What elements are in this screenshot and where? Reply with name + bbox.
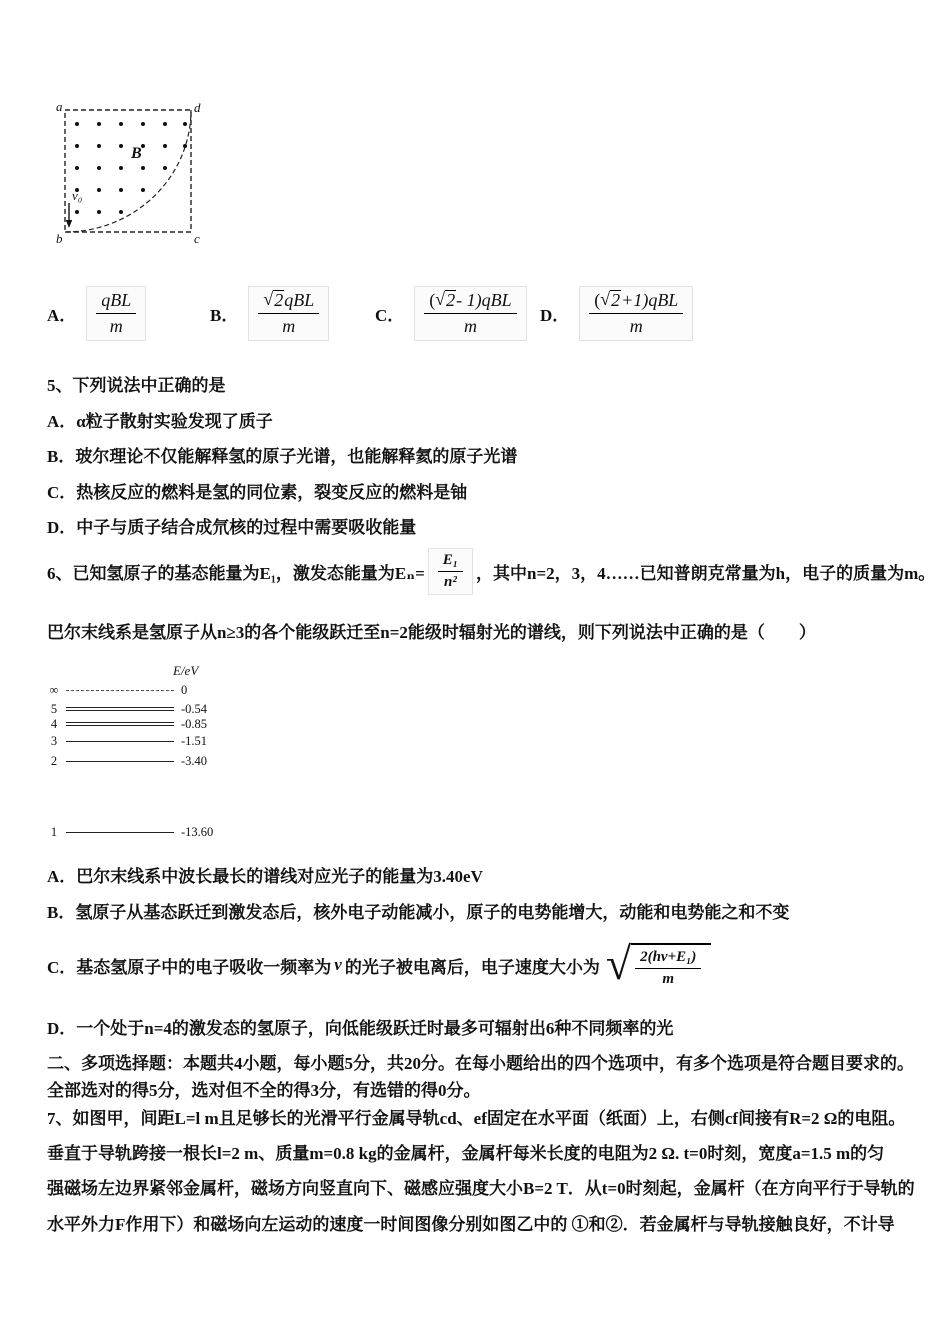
question-6-option-b: B．氢原子从基态跃迁到激发态后，核外电子动能减小，原子的电势能增大，动能和电势能之和不变 [47, 903, 790, 922]
question-5-option-b: B．玻尔理论不仅能解释氢的原子光谱，也能解释氦的原子光谱 [47, 447, 518, 466]
level-number: 1 [50, 824, 58, 839]
corner-label-b: b [56, 231, 63, 246]
option-a-formula: $\frac{\text{qBL}}{m}$ [86, 286, 146, 341]
level-row-1 [45, 824, 214, 839]
level-number: 2 [50, 753, 58, 768]
velocity-label: v₀ [72, 188, 83, 203]
corner-label-d: d [194, 100, 201, 115]
level-row-infinity [45, 682, 188, 697]
level-row-2 [45, 753, 208, 768]
option-c-root-formula: √ $\frac{\text{2(hν+E₁)}}{m}$ [606, 943, 712, 988]
corner-label-c: c [194, 231, 200, 246]
question-6-intro-line2: 巴尔末线系是氢原子从n≥3的各个能级跃迁至n=2能级时辐射光的谱线，则下列说法中正确的是（ ） [47, 623, 816, 642]
option-d-label: D． [540, 306, 570, 325]
question-6-energy-formula: $\frac{\text{E₁}}{\text{n²}}$ [428, 548, 473, 595]
level-row-3 [45, 733, 208, 748]
level-energy: -0.54 [181, 701, 208, 716]
option-b-formula: √ 2 qBL m [248, 286, 329, 341]
question-5-option-a: A．α粒子散射实验发现了质子 [47, 411, 273, 431]
question4-option-b [210, 286, 329, 341]
option-a-label: A． [47, 306, 77, 325]
field-dots-icon [75, 122, 187, 214]
question-7-line-4: 水平外力F作用下）和磁场向左运动的速度一时间图像分别如图乙中的 ①和②．若金属杆与导轨接触良好，不计导 [47, 1214, 895, 1234]
question-7-line-3: 强磁场左边界紧邻金属杆，磁场方向竖直向下、磁感应强度大小B=2 T．从t=0时刻起，金属杆（在方向平行于导轨的 [47, 1179, 915, 1199]
option-c-text-1: C．基态氢原子中的电子吸收一频率为 [47, 957, 332, 977]
question-6-intro [47, 543, 935, 599]
section-2-header-line1: 二、多项选择题：本题共4小题，每小题5分，共20分。在每小题给出的四个选项中，有多个选项是符合题目要求的。 [47, 1054, 914, 1073]
energy-axis-label: E/eV [173, 663, 199, 678]
field-region-svg [55, 100, 215, 250]
option-c-formula: ( √ 2 - 1)qBL m [414, 286, 526, 341]
level-line [66, 707, 174, 711]
radical-icon: √ [600, 289, 611, 310]
level-line [66, 741, 174, 742]
radical-icon: √ [263, 289, 274, 310]
level-row-5 [45, 701, 208, 716]
level-number: 5 [50, 701, 58, 716]
question-6-option-a: A．巴尔末线系中波长最长的谱线对应光子的能量为3.40eV [47, 867, 483, 886]
radical-icon: √ [605, 937, 632, 989]
level-number: 4 [50, 716, 58, 731]
level-energy: 0 [181, 682, 188, 697]
particle-path-arc [65, 110, 191, 232]
level-energy: -3.40 [181, 753, 208, 768]
level-energy: -13.60 [181, 824, 214, 839]
question-7-line-1: 7、如图甲，间距L=l m且足够长的光滑平行金属导轨cd、ef固定在水平面（纸面）上，右侧cf间接有R=2 Ω的电阻。 [47, 1109, 906, 1128]
level-energy: -0.85 [181, 716, 208, 731]
corner-label-a: a [56, 100, 63, 114]
level-row-4 [45, 716, 208, 731]
level-line [66, 690, 174, 691]
option-d-formula: ( √ 2 +1)qBL m [579, 286, 693, 341]
question-5-option-d: D．中子与质子结合成氘核的过程中需要吸收能量 [47, 518, 417, 537]
question-5 [47, 368, 517, 546]
question4-option-a [47, 286, 146, 341]
field-label-B: B [131, 145, 142, 162]
level-number: 3 [50, 733, 58, 748]
question-6-option-c [47, 933, 711, 997]
question-5-title: 5、下列说法中正确的是 [47, 376, 226, 395]
question4-option-c [375, 286, 527, 341]
radical-icon: √ [435, 289, 446, 310]
question-6-intro-text-2: ，其中n=2，3，4……已知普朗克常量为h，电子的质量为m。 [476, 563, 936, 583]
option-c-text-2: 的光子被电离后，电子速度大小为 [344, 957, 600, 977]
magnetic-field-figure [55, 100, 215, 250]
velocity-arrowhead-icon [66, 220, 72, 228]
nu-symbol: ν [334, 955, 342, 974]
question4-option-d [540, 286, 693, 341]
question-7-line-2: 垂直于导轨跨接一根长l=2 m、质量m=0.8 kg的金属杆，金属杆每米长度的电阻为2 Ω. t=0时刻，宽度a=1.5 m的匀 [47, 1144, 885, 1164]
question-7 [47, 1101, 915, 1242]
level-number: ∞ [49, 682, 59, 697]
section-2-header-line2: 全部选对的得5分，选对但不全的得3分，有选错的得0分。 [47, 1081, 481, 1100]
energy-level-diagram [45, 663, 295, 853]
level-line [66, 761, 174, 762]
question-5-option-c: C．热核反应的燃料是氢的同位素，裂变反应的燃料是铀 [47, 482, 468, 502]
level-line [66, 832, 174, 833]
question-6-intro-text-1: 6、已知氢原子的基态能量为E₁，激发态能量为Eₙ= [47, 563, 425, 583]
level-line [66, 722, 174, 726]
option-c-label: C． [375, 306, 405, 325]
question-6-option-d: D．一个处于n=4的激发态的氢原子，向低能级跃迁时最多可辐射出6种不同频率的光 [47, 1019, 674, 1038]
level-energy: -1.51 [181, 733, 208, 748]
dashed-boundary [65, 110, 191, 232]
option-b-label: B． [210, 306, 239, 325]
